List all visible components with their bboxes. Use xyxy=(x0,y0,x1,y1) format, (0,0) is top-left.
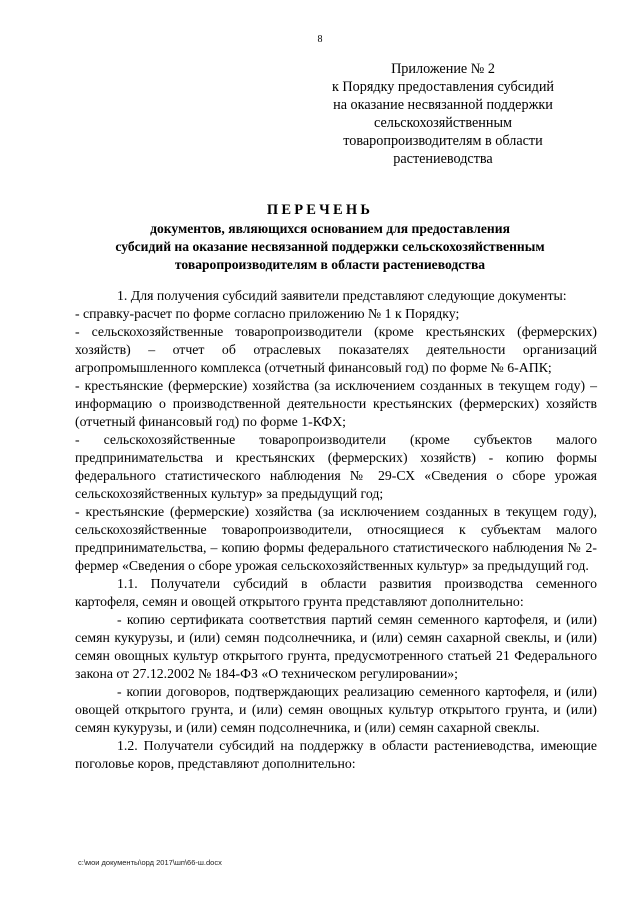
paragraph: - крестьянские (фермерские) хозяйства (за исключением созданных в текущем году), сельскохозяйственные товаропроизводители, относящиеся к субъектам малого предпринимательства, – копию формы федерального статистического наблюдения № 2-фермер «Сведения о сборе урожая сельскохозяйственных культур» за предыдущий год. xyxy=(75,504,597,573)
appendix-header xyxy=(318,60,568,168)
paragraph: 1.1. Получатели субсидий в области развития производства семенного картофеля, семян и овощей открытого грунта представляют дополнительно: xyxy=(75,576,597,609)
appendix-line: на оказание несвязанной поддержки xyxy=(333,97,553,113)
paragraph: - сельскохозяйственные товаропроизводители (кроме субъектов малого предпринимательства и крестьянских (фермерских) хозяйств) - копию формы федерального статистического наблюдения № 29-СХ «Сведения о сборе урожая сельскохозяйственных культур» за предыдущий год; xyxy=(75,432,597,501)
paragraph: - справку-расчет по форме согласно приложению № 1 к Порядку; xyxy=(75,306,460,321)
file-path-footer: c:\мои документы\орд 2017\шп\66-ш.docx xyxy=(78,858,222,867)
paragraph: - сельскохозяйственные товаропроизводители (кроме крестьянских (фермерских) хозяйств) – отчет об отраслевых показателях деятельности организаций агропромышленного комплекса (отчетный финансовый год) по форме № 6-АПК; xyxy=(75,324,597,375)
document-subtitle xyxy=(60,220,600,274)
subtitle-line: документов, являющихся основанием для предоставления xyxy=(150,221,510,236)
paragraph: - копию сертификата соответствия партий семян семенного картофеля, и (или) семян кукурузы, и (или) семян подсолнечника, и (или) семян сахарной свеклы, и (или) семян овощных культур открытого грунта, предусмотренного статьей 21 Федерального закона от 27.12.2002 № 184-ФЗ «О техническом регулировании»; xyxy=(75,612,597,681)
appendix-line: растениеводства xyxy=(393,151,493,167)
appendix-line: товаропроизводителям в области xyxy=(343,133,543,149)
paragraph: 1.2. Получатели субсидий на поддержку в области растениеводства, имеющие поголовье коров, представляют дополнительно: xyxy=(75,738,597,771)
document-body xyxy=(75,287,597,773)
subtitle-line: товаропроизводителям в области растениеводства xyxy=(174,257,486,272)
page-number: 8 xyxy=(317,34,323,45)
paragraph: - копии договоров, подтверждающих реализацию семенного картофеля, и (или) овощей открытого грунта, и (или) семян овощных культур открытого грунта, и (или) семян кукурузы, и (или) семян подсолнечника, и (или) семян сахарной свеклы. xyxy=(75,684,597,735)
paragraph: 1. Для получения субсидий заявители представляют следующие документы: xyxy=(117,288,567,303)
document-title: ПЕРЕЧЕНЬ xyxy=(266,202,374,218)
appendix-line: к Порядку предоставления субсидий xyxy=(331,79,555,95)
appendix-line: сельскохозяйственным xyxy=(373,115,512,131)
subtitle-line: субсидий на оказание несвязанной поддержки сельскохозяйственным xyxy=(115,239,545,254)
paragraph: - крестьянские (фермерские) хозяйства (за исключением созданных в текущем году) – информацию о производственной деятельности крестьянских (фермерских) хозяйств (отчетный финансовый год) по форме 1-КФХ; xyxy=(75,378,597,429)
appendix-line: Приложение № 2 xyxy=(391,61,495,77)
